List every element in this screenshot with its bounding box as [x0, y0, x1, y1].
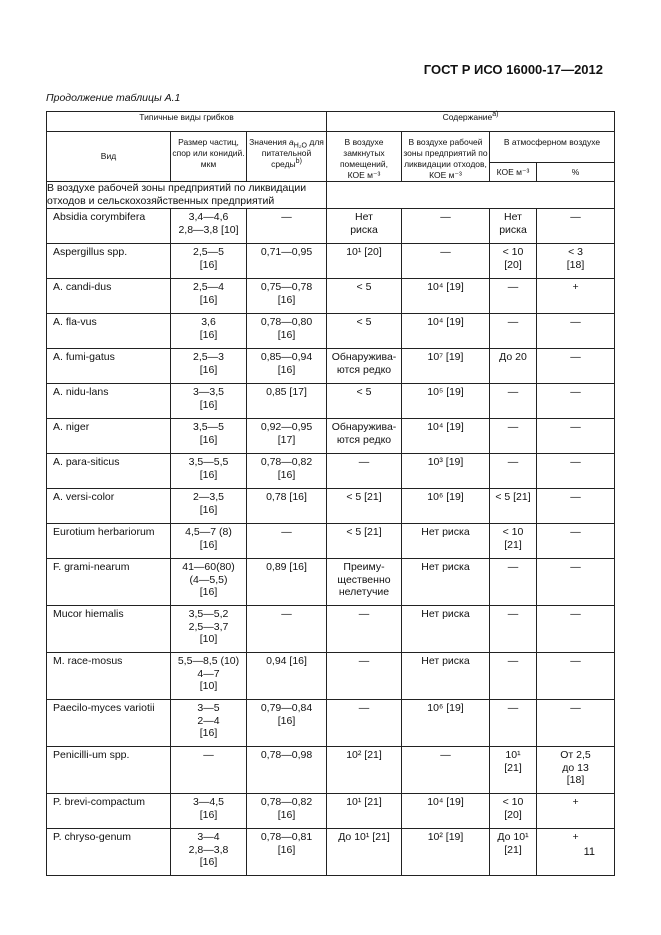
cell-atmosphere-percent: — — [537, 349, 615, 384]
cell-workplace: 10⁷ [19] — [402, 349, 490, 384]
cell-indoor: < 5 — [327, 384, 402, 419]
cell-workplace: 10³ [19] — [402, 454, 490, 489]
cell-atmosphere-percent: < 3 [18] — [537, 244, 615, 279]
cell-indoor: Обнаружива- ются редко — [327, 349, 402, 384]
cell-water-activity: — — [247, 209, 327, 244]
section-empty-cell — [327, 182, 615, 209]
cell-indoor: — — [327, 606, 402, 653]
header-aw-subscript: H₂O — [293, 142, 307, 150]
cell-indoor: — — [327, 653, 402, 700]
cell-particle-size: 2,5—4 [16] — [171, 279, 247, 314]
cell-atmosphere-percent: — — [537, 419, 615, 454]
cell-indoor: Нет риска — [327, 209, 402, 244]
table-row — [47, 794, 615, 829]
cell-species: A. niger — [47, 419, 171, 454]
table-row — [47, 829, 615, 876]
cell-indoor: < 5 [21] — [327, 489, 402, 524]
table-row — [47, 454, 615, 489]
cell-workplace: 10⁴ [19] — [402, 279, 490, 314]
cell-atmosphere-percent: — — [537, 653, 615, 700]
table-row — [47, 700, 615, 747]
cell-atmosphere: < 10 [21] — [490, 524, 537, 559]
cell-atmosphere: 10¹ [21] — [490, 747, 537, 794]
cell-atmosphere-percent: + — [537, 829, 615, 876]
header-atm-unit: КОЕ м⁻³ — [490, 163, 537, 182]
cell-atmosphere-percent: — — [537, 524, 615, 559]
cell-atmosphere-percent: — — [537, 454, 615, 489]
cell-indoor: 10² [21] — [327, 747, 402, 794]
cell-indoor: Обнаружива- ются редко — [327, 419, 402, 454]
cell-particle-size: 3—3,5 [16] — [171, 384, 247, 419]
cell-particle-size: 3,5—5,5 [16] — [171, 454, 247, 489]
cell-species: Paecilo-myces variotii — [47, 700, 171, 747]
cell-particle-size: 5,5—8,5 (10) 4—7 [10] — [171, 653, 247, 700]
page-number: 11 — [583, 846, 595, 858]
table-row — [47, 524, 615, 559]
cell-atmosphere: — — [490, 384, 537, 419]
cell-atmosphere-percent: От 2,5 до 13 [18] — [537, 747, 615, 794]
table-row — [47, 653, 615, 700]
cell-species: A. para-siticus — [47, 454, 171, 489]
cell-particle-size: 41—60(80) (4—5,5) [16] — [171, 559, 247, 606]
cell-particle-size: 3,4—4,6 2,8—3,8 [10] — [171, 209, 247, 244]
table-row — [47, 279, 615, 314]
cell-water-activity: 0,78—0,81 [16] — [247, 829, 327, 876]
cell-particle-size: 2—3,5 [16] — [171, 489, 247, 524]
cell-species: P. brevi-compactum — [47, 794, 171, 829]
cell-water-activity: 0,75—0,78 [16] — [247, 279, 327, 314]
cell-atmosphere-percent: — — [537, 700, 615, 747]
cell-species: A. candi-dus — [47, 279, 171, 314]
cell-water-activity: 0,78—0,80 [16] — [247, 314, 327, 349]
cell-particle-size: 2,5—5 [16] — [171, 244, 247, 279]
cell-indoor: 10¹ [21] — [327, 794, 402, 829]
cell-workplace: 10⁶ [19] — [402, 489, 490, 524]
table-row — [47, 419, 615, 454]
cell-workplace: 10⁶ [19] — [402, 700, 490, 747]
cell-atmosphere: До 20 — [490, 349, 537, 384]
cell-indoor: < 5 — [327, 279, 402, 314]
table-row — [47, 209, 615, 244]
cell-indoor: Преиму- щественно нелетучие — [327, 559, 402, 606]
header-content-label: Содержание — [442, 112, 493, 122]
cell-atmosphere-percent: — — [537, 384, 615, 419]
cell-water-activity: 0,79—0,84 [16] — [247, 700, 327, 747]
cell-workplace: Нет риска — [402, 653, 490, 700]
cell-water-activity: 0,94 [16] — [247, 653, 327, 700]
fungi-table — [46, 111, 615, 876]
cell-atmosphere: — — [490, 454, 537, 489]
header-indoor-unit: КОЕ м⁻³ — [347, 170, 381, 180]
cell-atmosphere: — — [490, 700, 537, 747]
cell-particle-size: 2,5—3 [16] — [171, 349, 247, 384]
cell-water-activity: — — [247, 606, 327, 653]
cell-particle-size: 3—4 2,8—3,8 [16] — [171, 829, 247, 876]
cell-atmosphere: — — [490, 419, 537, 454]
cell-workplace: — — [402, 747, 490, 794]
cell-indoor: — — [327, 700, 402, 747]
cell-workplace: — — [402, 244, 490, 279]
cell-species: Aspergillus spp. — [47, 244, 171, 279]
table-row — [47, 384, 615, 419]
cell-water-activity: 0,92—0,95 [17] — [247, 419, 327, 454]
cell-particle-size: 3—5 2—4 [16] — [171, 700, 247, 747]
cell-indoor: < 5 — [327, 314, 402, 349]
cell-species: A. fla-vus — [47, 314, 171, 349]
cell-indoor: — — [327, 454, 402, 489]
cell-particle-size: 3—4,5 [16] — [171, 794, 247, 829]
section-title: В воздухе рабочей зоны предприятий по ликвидации отходов и сельскохозяйственных предприятий — [47, 182, 327, 209]
header-aw-symbol: a — [289, 137, 294, 147]
header-indoor-label: В воздухе замкнутых помещений, — [339, 137, 389, 169]
cell-species: Absidia corymbifera — [47, 209, 171, 244]
table-row — [47, 559, 615, 606]
cell-water-activity: — — [247, 524, 327, 559]
table-row — [47, 606, 615, 653]
cell-workplace: Нет риска — [402, 524, 490, 559]
cell-water-activity: 0,78—0,82 [16] — [247, 794, 327, 829]
header-size: Размер частиц, спор или конидий. мкм — [171, 132, 247, 182]
table-row — [47, 747, 615, 794]
cell-atmosphere-percent: — — [537, 606, 615, 653]
cell-species: P. chryso-genum — [47, 829, 171, 876]
cell-species: Penicilli-um spp. — [47, 747, 171, 794]
cell-atmosphere: — — [490, 606, 537, 653]
cell-species: A. fumi-gatus — [47, 349, 171, 384]
cell-atmosphere-percent: — — [537, 209, 615, 244]
cell-atmosphere: — — [490, 279, 537, 314]
cell-particle-size: 3,5—5,2 2,5—3,7 [10] — [171, 606, 247, 653]
cell-workplace: Нет риска — [402, 559, 490, 606]
header-indoor-closed — [327, 132, 402, 182]
document-header: ГОСТ Р ИСО 16000-17—2012 — [423, 62, 603, 77]
table-caption: Продолжение таблицы А.1 — [46, 92, 181, 104]
header-workplace: В воздухе рабочей зоны предприятий по ликвидации отходов, КОЕ м⁻³ — [402, 132, 490, 182]
cell-workplace: 10² [19] — [402, 829, 490, 876]
cell-water-activity: 0,85 [17] — [247, 384, 327, 419]
cell-species: Eurotium herbariorum — [47, 524, 171, 559]
cell-water-activity: 0,78 [16] — [247, 489, 327, 524]
cell-workplace: 10⁴ [19] — [402, 794, 490, 829]
table-row — [47, 244, 615, 279]
header-aw-footnote: b) — [295, 158, 302, 166]
cell-indoor: < 5 [21] — [327, 524, 402, 559]
cell-workplace: 10⁵ [19] — [402, 384, 490, 419]
header-content-footnote: а) — [492, 111, 499, 119]
header-fungi-group: Типичные виды грибков — [47, 112, 327, 132]
cell-species: A. versi-color — [47, 489, 171, 524]
cell-atmosphere: Нет риска — [490, 209, 537, 244]
cell-particle-size: 3,5—5 [16] — [171, 419, 247, 454]
cell-atmosphere-percent: + — [537, 794, 615, 829]
header-aw-prefix: Значения — [249, 137, 290, 147]
cell-water-activity: 0,89 [16] — [247, 559, 327, 606]
cell-workplace: 10⁴ [19] — [402, 314, 490, 349]
cell-atmosphere: < 10 [20] — [490, 244, 537, 279]
cell-water-activity: 0,71—0,95 — [247, 244, 327, 279]
cell-workplace: 10⁴ [19] — [402, 419, 490, 454]
table-row — [47, 314, 615, 349]
header-species: Вид — [47, 132, 171, 182]
cell-water-activity: 0,78—0,82 [16] — [247, 454, 327, 489]
table-row — [47, 489, 615, 524]
cell-species: Mucor hiemalis — [47, 606, 171, 653]
cell-water-activity: 0,78—0,98 — [247, 747, 327, 794]
cell-species: F. grami-nearum — [47, 559, 171, 606]
header-atmosphere: В атмосферном воздухе — [490, 132, 615, 163]
cell-particle-size: 3,6 [16] — [171, 314, 247, 349]
cell-atmosphere: < 10 [20] — [490, 794, 537, 829]
cell-indoor: 10¹ [20] — [327, 244, 402, 279]
cell-species: M. race-mosus — [47, 653, 171, 700]
cell-atmosphere: До 10¹ [21] — [490, 829, 537, 876]
cell-atmosphere-percent: + — [537, 279, 615, 314]
cell-workplace: — — [402, 209, 490, 244]
cell-indoor: До 10¹ [21] — [327, 829, 402, 876]
header-atm-percent: % — [537, 163, 615, 182]
cell-atmosphere-percent: — — [537, 314, 615, 349]
cell-atmosphere: — — [490, 559, 537, 606]
cell-atmosphere-percent: — — [537, 489, 615, 524]
cell-atmosphere: < 5 [21] — [490, 489, 537, 524]
cell-water-activity: 0,85—0,94 [16] — [247, 349, 327, 384]
header-aw-suffix: для питательной среды — [261, 137, 324, 169]
table-body — [47, 209, 615, 876]
cell-particle-size: 4,5—7 (8) [16] — [171, 524, 247, 559]
table-row — [47, 349, 615, 384]
cell-workplace: Нет риска — [402, 606, 490, 653]
header-water-activity — [247, 132, 327, 182]
header-content-group — [327, 112, 615, 132]
cell-atmosphere: — — [490, 653, 537, 700]
cell-species: A. nidu-lans — [47, 384, 171, 419]
cell-atmosphere-percent: — — [537, 559, 615, 606]
cell-atmosphere: — — [490, 314, 537, 349]
cell-particle-size: — — [171, 747, 247, 794]
